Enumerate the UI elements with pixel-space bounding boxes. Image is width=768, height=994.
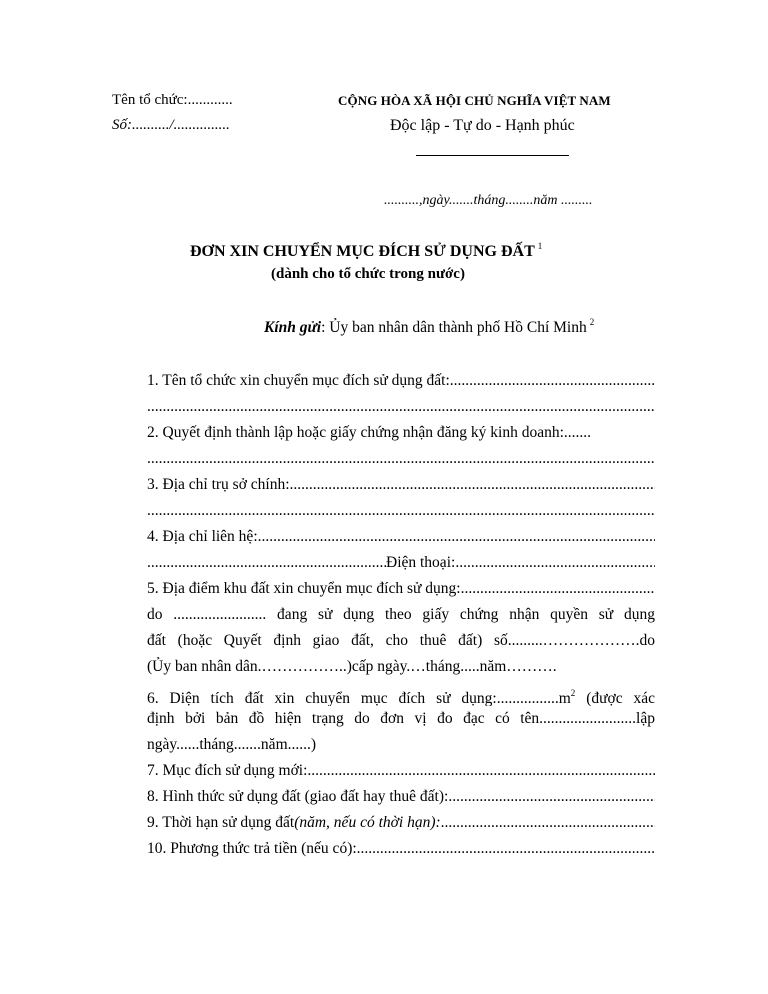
field-6-line-2: định bởi bản đồ hiện trạng do đơn vị đo đạc có tên.........................lập: [147, 710, 655, 727]
title-text: ĐƠN XIN CHUYỂN MỤC ĐÍCH SỬ DỤNG ĐẤT: [190, 243, 535, 260]
field-3-blank[interactable]: [290, 472, 655, 498]
field-2-cont[interactable]: [147, 446, 655, 472]
doc-number: Số:........../...............: [112, 117, 230, 133]
field-3[interactable]: [147, 472, 655, 498]
document-title: [190, 241, 542, 261]
field-6-label: 6. Diện tích đất xin chuyển mục đích sử dụng:................m: [147, 690, 571, 706]
motto-underline: [416, 155, 569, 156]
motto: Độc lập - Tự do - Hạnh phúc: [390, 117, 575, 134]
field-10-label: 10. Phương thức trả tiền (nếu có):: [147, 840, 357, 857]
field-9[interactable]: [147, 810, 655, 836]
field-5[interactable]: [147, 576, 655, 602]
field-4-cont[interactable]: [147, 550, 655, 576]
field-3-cont[interactable]: [147, 498, 655, 524]
org-name: Tên tổ chức:............: [112, 92, 233, 108]
date-line: ..........,ngày.......tháng........năm .........: [384, 193, 593, 208]
field-8-label: 8. Hình thức sử dụng đất (giao đất hay thuê đất):: [147, 788, 449, 805]
field-6-label-end: (được xác: [575, 690, 655, 706]
field-4-phone-label: Điện thoại:: [386, 554, 456, 571]
field-8-blank[interactable]: [448, 784, 655, 810]
field-4-blank-2[interactable]: [147, 550, 386, 576]
field-4-phone-blank[interactable]: [455, 550, 655, 576]
recipient-text: : Ủy ban nhân dân thành phố Hồ Chí Minh: [321, 319, 587, 336]
field-1-blank-2[interactable]: [147, 394, 655, 420]
nation-heading: CỘNG HÒA XÃ HỘI CHỦ NGHĨA VIỆT NAM: [338, 93, 611, 108]
field-5-blank[interactable]: [461, 576, 655, 602]
title-footnote: 1: [537, 241, 543, 251]
recipient-line: [264, 317, 594, 337]
field-9-blank[interactable]: [441, 810, 655, 836]
field-6: [147, 680, 655, 706]
field-5-line-3: đất (hoặc Quyết định giao đất, cho thuê đất) số.........……………….do: [147, 632, 655, 649]
field-5-line-2: do ........................ đang sử dụng theo giấy chứng nhận quyền sử dụng: [147, 606, 655, 623]
field-5-label: 5. Địa điểm khu đất xin chuyển mục đích sử dụng:: [147, 580, 461, 597]
field-6-unit-exp: 2: [570, 688, 576, 698]
field-7-label: 7. Mục đích sử dụng mới:: [147, 762, 308, 779]
field-3-blank-2[interactable]: [147, 498, 655, 524]
field-1-label: 1. Tên tổ chức xin chuyển mục đích sử dụng đất:: [147, 372, 450, 389]
field-5-line-4: (Ủy ban nhân dân.……………..)cấp ngày.…tháng.....năm……….: [147, 658, 557, 675]
field-8[interactable]: [147, 784, 655, 810]
field-6-line-3: ngày......tháng.......năm......): [147, 736, 317, 753]
field-9-label: 9. Thời hạn sử dụng đất: [147, 814, 295, 831]
field-2-label: 2. Quyết định thành lập hoặc giấy chứng nhận đăng ký kinh doanh:.......: [147, 424, 592, 441]
document-subtitle: (dành cho tổ chức trong nước): [271, 266, 465, 282]
field-7[interactable]: [147, 758, 655, 784]
field-9-note: (năm, nếu có thời hạn):: [294, 814, 441, 831]
field-4-blank[interactable]: [258, 524, 655, 550]
field-1-blank[interactable]: [450, 368, 655, 394]
field-1-cont[interactable]: [147, 394, 655, 420]
field-1[interactable]: [147, 368, 655, 394]
field-4[interactable]: [147, 524, 655, 550]
field-3-label: 3. Địa chỉ trụ sở chính:: [147, 476, 290, 493]
form-body: [147, 368, 655, 862]
recipient-label: Kính gửi: [264, 319, 322, 336]
recipient-footnote: 2: [589, 317, 595, 327]
field-4-label: 4. Địa chỉ liên hệ:: [147, 528, 258, 545]
field-2[interactable]: [147, 420, 655, 446]
field-10-blank[interactable]: [357, 836, 655, 862]
field-7-blank[interactable]: [307, 758, 655, 784]
field-2-blank[interactable]: [147, 446, 655, 472]
field-10[interactable]: [147, 836, 655, 862]
